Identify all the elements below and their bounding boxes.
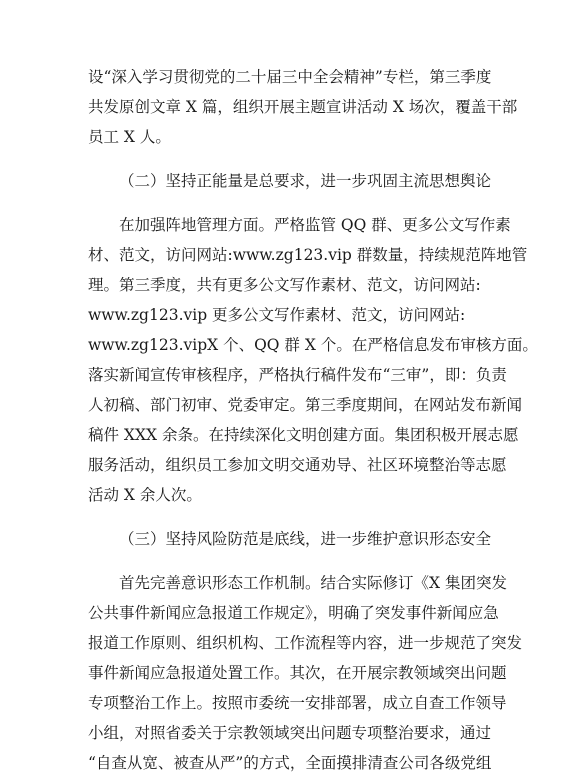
body-paragraph <box>88 210 538 510</box>
body-paragraph <box>88 568 523 778</box>
paragraph-line: 人初稿、部门初审、党委审定。第三季度期间，在网站发布新闻 <box>88 396 523 414</box>
paragraph-line: 专项整治工作上。按照市委统一安排部署，成立自查工作领导 <box>88 694 507 712</box>
paragraph-line: 报道工作原则、组织机构、工作流程等内容，进一步规范了突发 <box>88 634 523 652</box>
paragraph-line: 公共事件新闻应急报道工作规定》，明确了突发事件新闻应急 <box>88 604 499 622</box>
paragraph-line: 员工 X 人。 <box>88 128 171 146</box>
paragraph-line: 理。第三季度，共有更多公文写作素材、范文，访问网站: <box>88 276 481 294</box>
section-heading <box>88 166 498 196</box>
paragraph-line: 共发原创文章 X 篇，组织开展主题宣讲活动 X 场次，覆盖干部 <box>88 98 518 116</box>
body-paragraph <box>88 62 518 152</box>
paragraph-line: 服务活动，组织员工参加文明交通劝导、社区环境整治等志愿 <box>88 456 507 474</box>
paragraph-line: www.zg123.vipX 个、QQ 群 X 个。在严格信息发布审核方面。 <box>88 336 538 354</box>
paragraph-line: 设“深入学习贯彻党的二十届三中全会精神”专栏，第三季度 <box>88 68 492 86</box>
document-body <box>88 62 538 778</box>
heading-line: （三）坚持风险防范是底线，进一步维护意识形态安全 <box>119 530 492 548</box>
paragraph-line: 稿件 XXX 余条。在持续深化文明创建方面。集团积极开展志愿 <box>88 426 519 444</box>
paragraph-line: 事件新闻应急报道处置工作。其次，在开展宗教领域突出问题 <box>88 664 507 682</box>
paragraph-line: 活动 X 余人次。 <box>88 486 202 504</box>
paragraph-line: 小组，对照省委关于宗教领域突出问题专项整治要求，通过 <box>88 724 492 742</box>
paragraph-line: 首先完善意识形态工作机制。结合实际修订《X 集团突发 <box>119 574 507 592</box>
paragraph-spacer <box>88 152 498 166</box>
paragraph-spacer <box>88 196 498 210</box>
document-page <box>88 62 538 778</box>
paragraph-spacer <box>88 510 498 524</box>
paragraph-spacer <box>88 554 498 568</box>
section-heading <box>88 524 498 554</box>
paragraph-line: www.zg123.vip 更多公文写作素材、范文，访问网站: <box>88 306 466 324</box>
paragraph-line: 落实新闻宣传审核程序，严格执行稿件发布“三审”，即：负责 <box>88 366 507 384</box>
paragraph-line: “自查从宽、被查从严”的方式，全面摸排清查公司各级党组 <box>88 754 492 772</box>
heading-line: （二）坚持正能量是总要求，进一步巩固主流思想舆论 <box>119 172 492 190</box>
paragraph-line: 在加强阵地管理方面。严格监管 QQ 群、更多公文写作素 <box>119 216 511 234</box>
paragraph-line: 材、范文，访问网站:www.zg123.vip 群数量，持续规范阵地管 <box>88 246 528 264</box>
